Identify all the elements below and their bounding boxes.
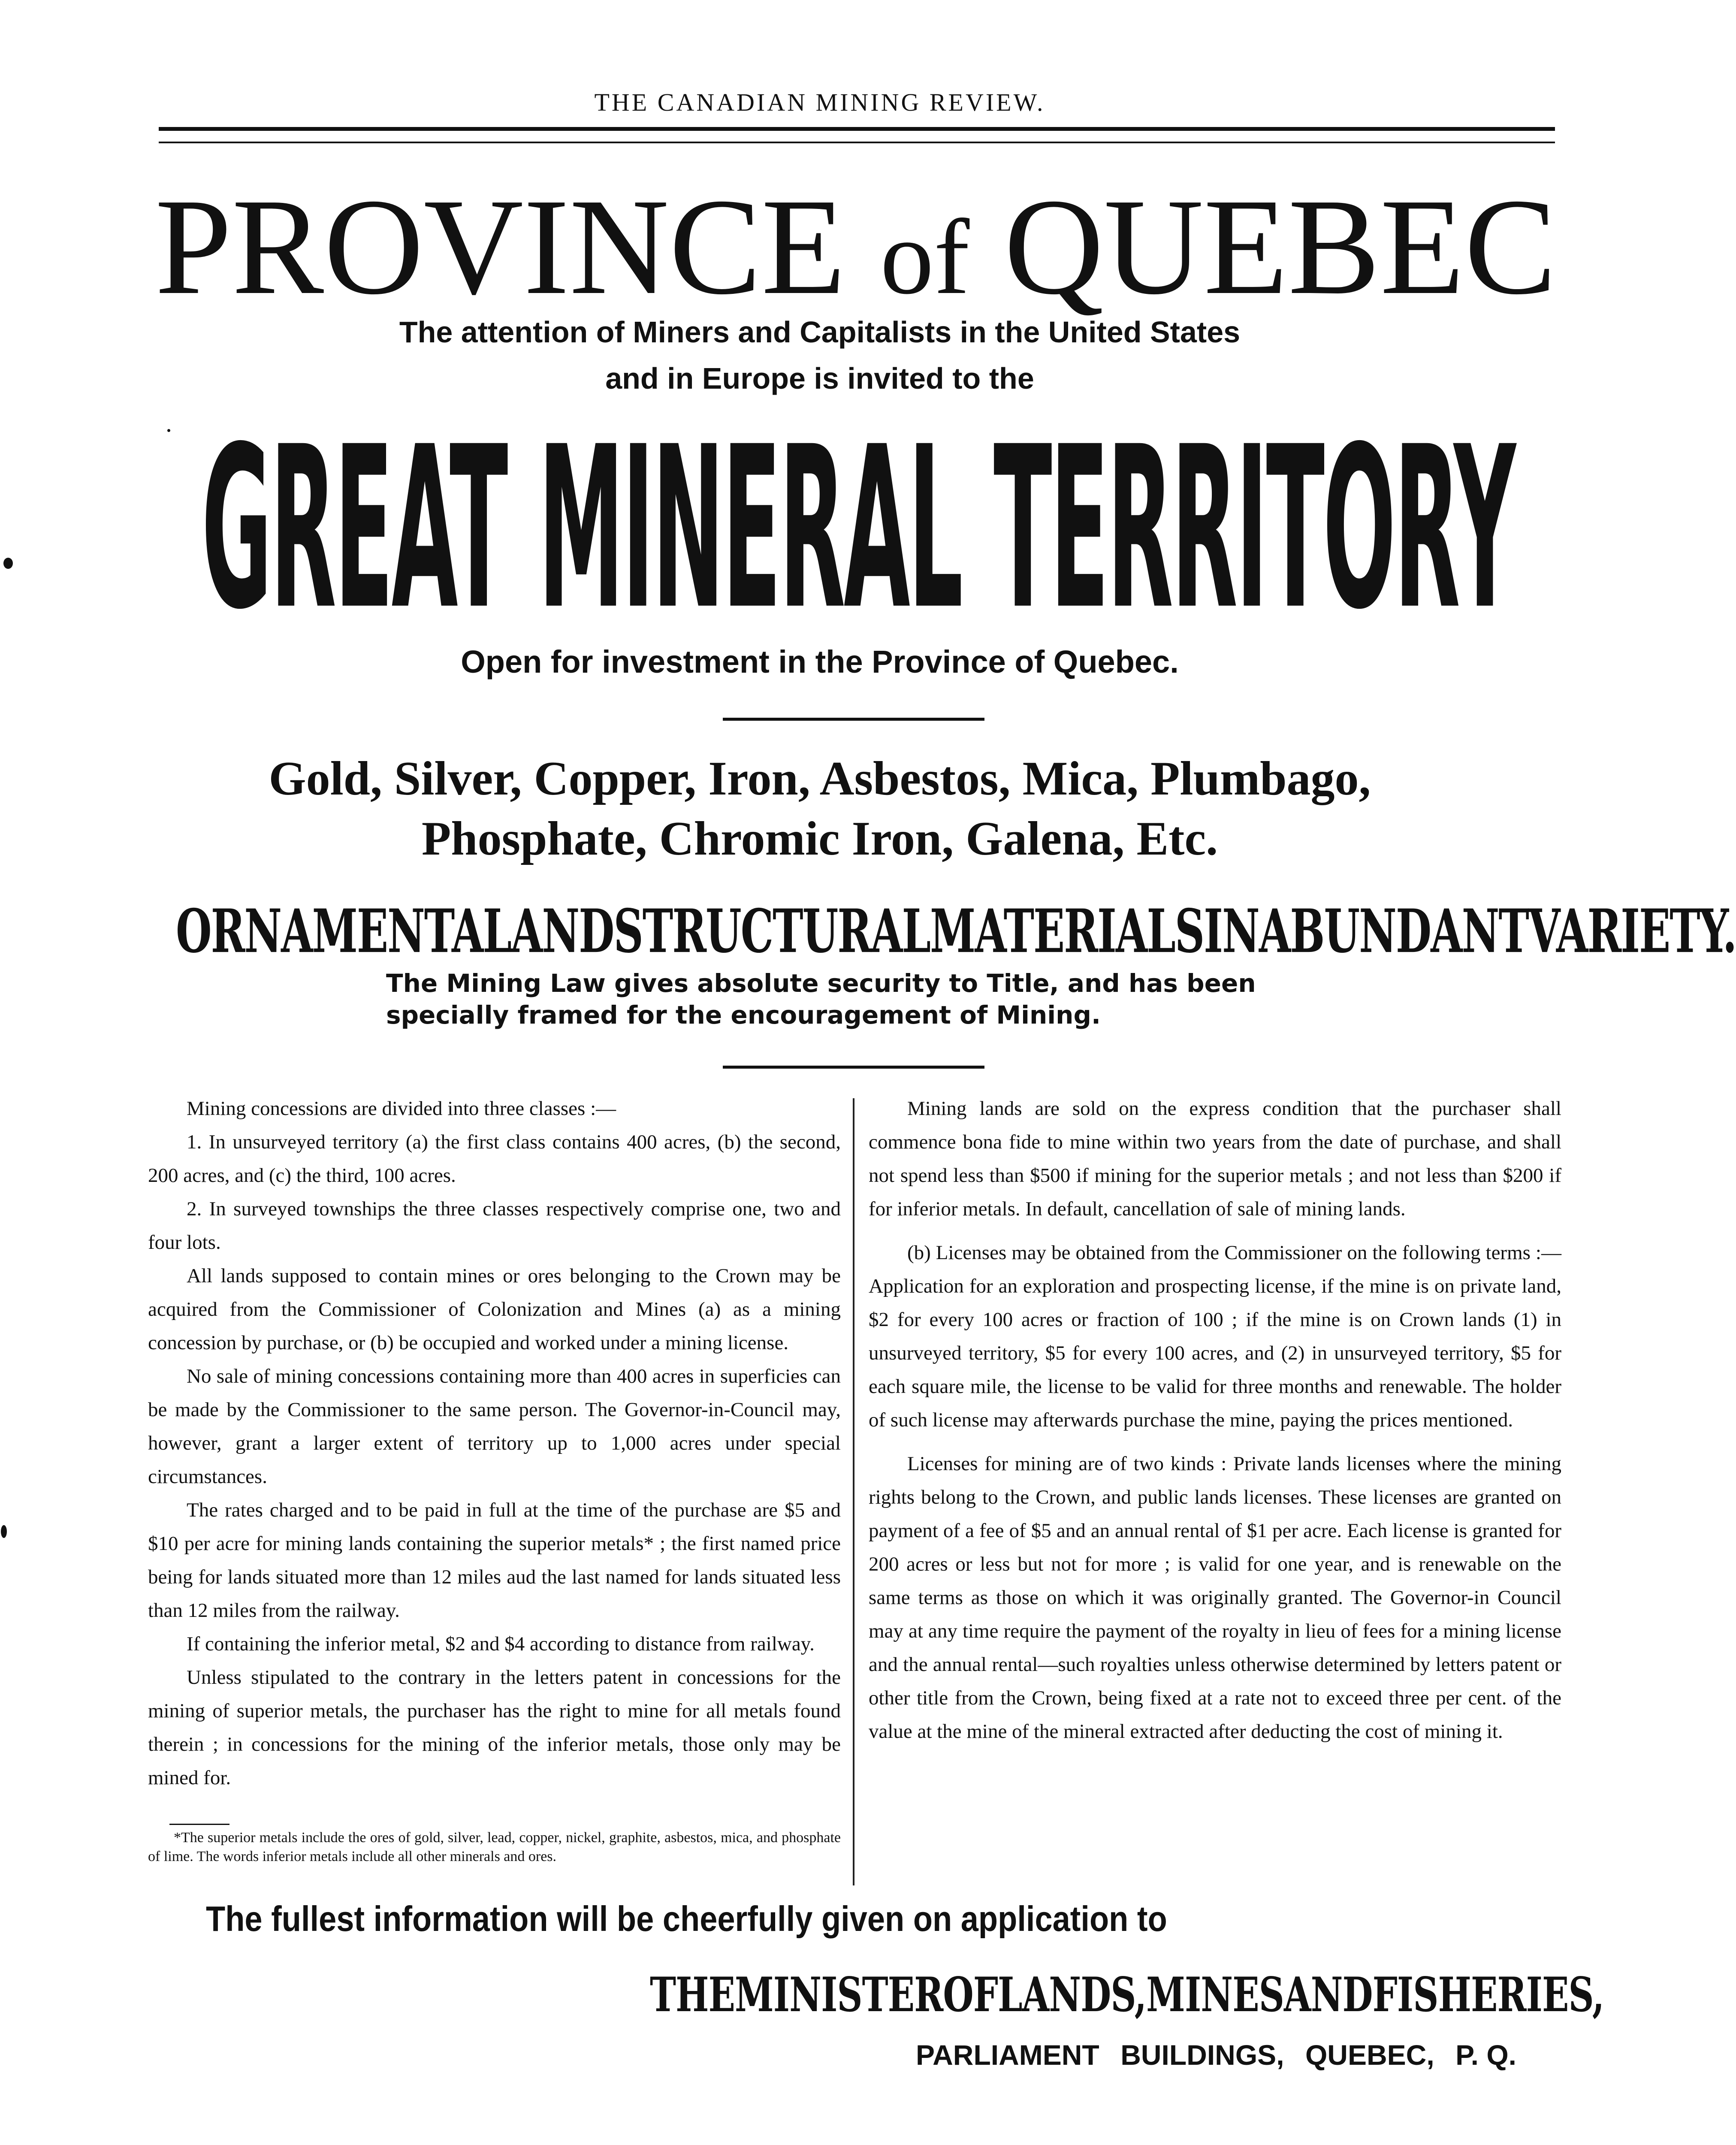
attention-line-2: and in Europe is invited to the	[605, 362, 1034, 395]
law-line-2: specially framed for the encouragement of Mining.	[386, 1000, 1101, 1030]
left-column	[148, 1092, 841, 1795]
left-paragraph: The rates charged and to be paid in full at the time of the purchase are $5 and $10 per acre for mining lands containing the superior metals* ; the first named price being for lands situated more than 12 miles aud the last named for lands situated less than 12 miles from the railway.	[148, 1499, 841, 1622]
minister-word: MINISTER	[735, 1967, 943, 2023]
heading-word-territory: TERRITORY	[993, 399, 1514, 659]
ornamental-word: MATERIALS	[930, 896, 1204, 966]
footnote-rule	[169, 1824, 229, 1825]
short-divider-rule	[723, 1066, 984, 1069]
title-of: of	[880, 198, 970, 317]
open-for-investment: Open for investment in the Province of Quebec.	[461, 644, 1179, 680]
law-line-1: The Mining Law gives absolute security to Title, and has been	[386, 969, 1256, 998]
ornamental-word: VARIETY.	[1528, 896, 1736, 966]
page-title	[150, 170, 1561, 330]
address-word: P. Q.	[1455, 2039, 1516, 2071]
scan-speck	[3, 558, 13, 569]
minerals-list	[0, 749, 1639, 869]
left-paragraph: 2. In surveyed townships the three classes respectively comprise one, two and four lots.	[148, 1198, 841, 1254]
minister-word: THE	[650, 1967, 735, 2023]
left-paragraph: 1. In unsurveyed territory (a) the first class contains 400 acres, (b) the second, 200 acres, and (c) the third, 100 acres.	[148, 1131, 841, 1187]
ornamental-heading	[176, 896, 1736, 966]
column-divider	[853, 1098, 854, 1885]
minister-word: OF	[943, 1967, 998, 2023]
address-word: PARLIAMENT	[916, 2039, 1099, 2071]
parliament-buildings-address	[916, 2033, 1516, 2076]
left-paragraph: If containing the inferior metal, $2 and $4 according to distance from railway.	[187, 1633, 815, 1655]
scan-speck	[167, 429, 170, 432]
header-rule-thin	[159, 142, 1555, 143]
minister-word: FISHERIES,	[1372, 1967, 1604, 2023]
left-paragraph: Unless stipulated to the contrary in the letters patent in concessions for the mining of superior metals, the purchaser has the right to mine for all metals found therein ; in concessions for the mining of the inferior metals, those only may be mined for.	[148, 1666, 841, 1789]
right-paragraph: (b) Licenses may be obtained from the Commissioner on the following terms :—Application for an exploration and prospecting license, if the mine is on private land, $2 for every 100 acres or fraction of 100 ; if the mine is on Crown lands (1) in unsurveyed territory, $5 for every 100 acres, and (2) in unsurveyed territory, $5 for each square mile, the license to be valid for three months and renewable. The holder of such license may afterwards purchase the mine, paying the prices mentioned.	[869, 1242, 1561, 1431]
left-paragraph: No sale of mining concessions containing more than 400 acres in superficies can be made by the Commissioner to the same person. The Governor-in-Council may, however, grant a larger extent of territory up to 1,000 acres under special circumstances.	[148, 1365, 841, 1488]
left-paragraph: Mining concessions are divided into three classes :—	[187, 1097, 616, 1120]
short-divider-rule	[723, 718, 984, 721]
right-paragraph: Licenses for mining are of two kinds : Private lands licenses where the mining rights belong to the Crown, and public lands licenses. These licenses are granted on payment of a fee of $5 and an annual rental of $1 per acre. Each license is granted for 200 acres or less but not for more ; is valid for one year, and is renewable on the same terms as those on which it was originally granted. The Governor-in Council may at any time require the payment of the royalty in lieu of fees for a mining license and the annual rental—such royalties unless otherwise determined by letters patent or other title from the Crown, being fixed at a rate not to exceed three per cent. of the value at the mine of the mineral extracted after deducting the cost of mining it.	[869, 1453, 1561, 1743]
minister-word: MINES	[1146, 1967, 1284, 2023]
minerals-line-2: Phosphate, Chromic Iron, Galena, Etc.	[421, 812, 1218, 865]
header-rule-thick	[159, 127, 1555, 131]
scan-speck	[1, 1525, 7, 1538]
mining-law-statement	[386, 967, 1373, 1031]
footnote: *The superior metals include the ores of gold, silver, lead, copper, nickel, graphite, asbestos, mica, and phosphate of lime. The words inferior metals include all other minerals and ores.	[148, 1830, 841, 1864]
minister-word: AND	[1283, 1967, 1373, 2023]
title-quebec: QUEBEC	[1004, 170, 1557, 323]
fullest-information-line: The fullest information will be cheerfully given on application to	[206, 1899, 1167, 1939]
right-column	[869, 1092, 1561, 1758]
running-head: THE CANADIAN MINING REVIEW.	[594, 88, 1045, 116]
left-paragraph: All lands supposed to contain mines or ores belonging to the Crown may be acquired from the Commissioner of Colonization and Mines (a) as a mining concession by purchase, or (b) be occupied and worked under a mining license.	[148, 1265, 841, 1354]
heading-word-mineral: MINERAL	[538, 399, 962, 659]
attention-subtitle	[0, 309, 1639, 402]
ornamental-word: IN	[1204, 896, 1259, 966]
minister-word: LANDS,	[997, 1967, 1147, 2023]
attention-line-1: The attention of Miners and Capitalists in the United States	[399, 315, 1241, 349]
great-mineral-territory-heading	[202, 399, 1514, 659]
ornamental-word: ORNAMENTAL	[176, 896, 511, 966]
address-word: BUILDINGS,	[1120, 2039, 1284, 2071]
right-paragraph: Mining lands are sold on the express condition that the purchaser shall commence bona fide to mine within two years from the date of purchase, and shall not spend less than $500 if mining for the superior metals ; and not less than $200 if for inferior metals. In default, cancellation of sale of mining lands.	[869, 1097, 1561, 1220]
heading-word-great: GREAT	[202, 399, 507, 659]
minerals-line-1: Gold, Silver, Copper, Iron, Asbestos, Mica, Plumbago,	[269, 752, 1371, 805]
title-province: PROVINCE	[155, 170, 846, 323]
minister-address	[650, 1967, 1604, 2023]
ornamental-word: STRUCTURAL	[613, 896, 930, 966]
ornamental-word: ABUNDANT	[1259, 896, 1528, 966]
ornamental-word: AND	[511, 896, 614, 966]
address-word: QUEBEC,	[1305, 2039, 1434, 2071]
